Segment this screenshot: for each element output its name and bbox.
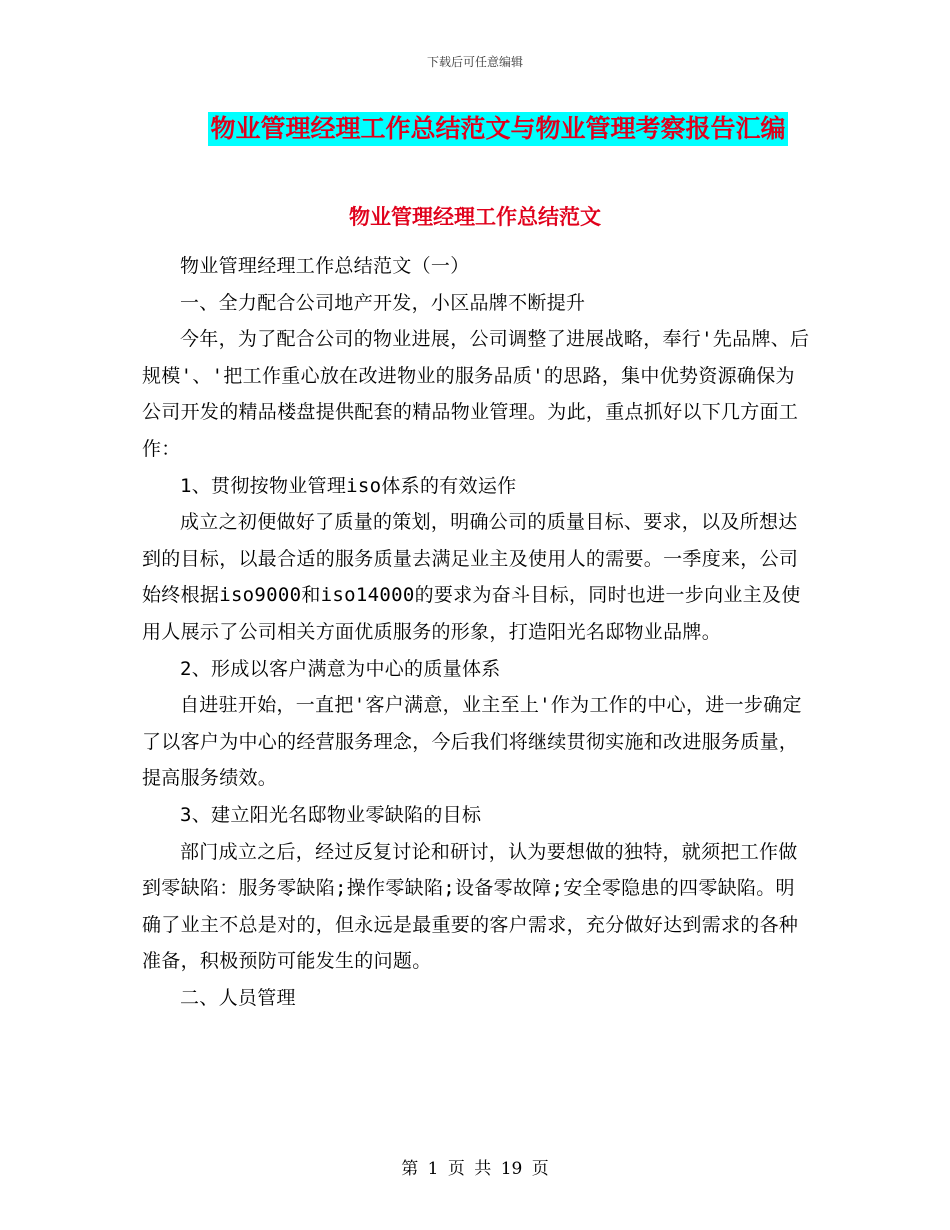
paragraph: 部门成立之后，经过反复讨论和研讨，认为要想做的独特，就须把工作做到零缺陷：服务零缺陷;操作零缺陷;设备零故障;安全零隐患的四零缺陷。明确了业主不总是对的，但永远是最重要的客户需求，充分做好达到需求的各种准备，积极预防可能发生的问题。 xyxy=(142,840,799,973)
paragraph: 物业管理经理工作总结范文（一） xyxy=(180,255,470,277)
document-body xyxy=(142,248,812,1016)
paragraph: 一、全力配合公司地产开发，小区品牌不断提升 xyxy=(180,291,586,314)
paragraph: 1、贯彻按物业管理iso体系的有效运作 xyxy=(180,474,517,497)
page-number: 第 1 页 共 19 页 xyxy=(401,1159,549,1179)
section-title: 物业管理经理工作总结范文 xyxy=(349,204,601,229)
paragraph: 二、人员管理 xyxy=(180,986,296,1009)
paragraph: 自进驻开始，一直把'客户满意，业主至上'作为工作的中心，进一步确定了以客户为中心的经营服务理念，今后我们将继续贯彻实施和改进服务质量，提高服务绩效。 xyxy=(142,694,802,790)
paragraph: 成立之初便做好了质量的策划，明确公司的质量目标、要求，以及所想达到的目标，以最合适的服务质量去满足业主及使用人的需要。一季度来，公司始终根据iso9000和iso14000的要求为奋斗目标，同时也进一步向业主及使用人展示了公司相关方面优质服务的形象，打造阳光名邸物业品牌。 xyxy=(142,511,801,643)
document-title: 物业管理经理工作总结范文与物业管理考察报告汇编 xyxy=(208,112,787,146)
paragraph: 3、建立阳光名邸物业零缺陷的目标 xyxy=(180,803,482,826)
page-header-note: 下载后可任意编辑 xyxy=(426,55,523,69)
document-title-container xyxy=(0,112,950,146)
paragraph: 今年，为了配合公司的物业进展，公司调整了进展战略，奉行'先品牌、后规模'、'把工作重心放在改进物业的服务品质'的思路，集中优势资源确保为公司开发的精品楼盘提供配套的精品物业管理。为此，重点抓好以下几方面工作： xyxy=(142,328,810,460)
paragraph: 2、形成以客户满意为中心的质量体系 xyxy=(180,657,501,680)
